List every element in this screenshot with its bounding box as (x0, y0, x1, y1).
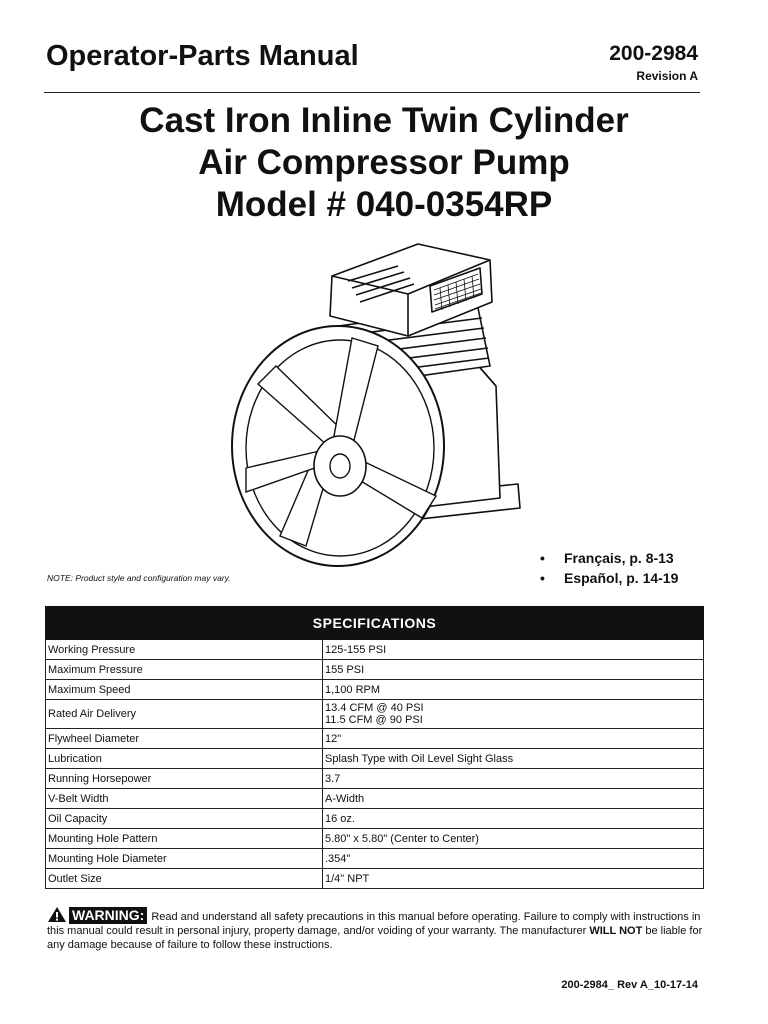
warning-triangle-icon (47, 906, 67, 923)
header-divider (44, 92, 700, 93)
product-title-line-1: Cast Iron Inline Twin Cylinder (139, 101, 629, 140)
product-title-line-2: Air Compressor Pump (198, 143, 570, 182)
manual-title: Operator-Parts Manual (46, 40, 359, 72)
warning-text: Read and understand all safety precautions in this manual before operating. Failure to comply with instructions in this manual could result in personal injury, property damage, and/or voiding of your warranty. The manufacturer (47, 911, 701, 937)
table-row: V-Belt Width A-Width (46, 789, 704, 809)
table-row: Mounting Hole Pattern 5.80" x 5.80" (Center to Center) (46, 829, 704, 849)
language-item-spanish: • Español, p. 14-19 (540, 570, 679, 586)
product-note: NOTE: Product style and configuration may vary. (47, 573, 231, 583)
warning-text-end: be liable for any damage because of failure to follow these instructions. (47, 925, 703, 951)
compressor-pump-illustration (228, 236, 528, 570)
doc-id-block (609, 42, 698, 83)
footer-document-code: 200-2984_ Rev A_10-17-14 (561, 979, 698, 991)
table-row: Rated Air Delivery 13.4 CFM @ 40 PSI 11.5 CFM @ 90 PSI (46, 700, 704, 729)
table-row: Mounting Hole Diameter .354" (46, 849, 704, 869)
table-row: Flywheel Diameter 12" (46, 729, 704, 749)
table-row: Oil Capacity 16 oz. (46, 809, 704, 829)
specifications-heading: SPECIFICATIONS (46, 607, 704, 640)
table-row: Maximum Speed 1,100 RPM (46, 680, 704, 700)
warning-emphasis: WILL NOT (589, 925, 643, 937)
table-row: Maximum Pressure 155 PSI (46, 660, 704, 680)
product-title (0, 100, 768, 226)
language-item-french: • Français, p. 8-13 (540, 550, 674, 566)
language-index (540, 548, 678, 588)
warning-badge: WARNING: (69, 907, 147, 924)
document-number: 200-2984 (609, 42, 698, 65)
specifications-table (45, 606, 704, 889)
product-model-line: Model # 040-0354RP (215, 185, 553, 224)
revision-label: Revision A (636, 69, 698, 83)
table-row: Lubrication Splash Type with Oil Level Sight Glass (46, 749, 704, 769)
table-row: Outlet Size 1/4" NPT (46, 869, 704, 889)
table-row: Working Pressure 125-155 PSI (46, 640, 704, 660)
table-row: Running Horsepower 3.7 (46, 769, 704, 789)
warning-notice (47, 906, 707, 952)
